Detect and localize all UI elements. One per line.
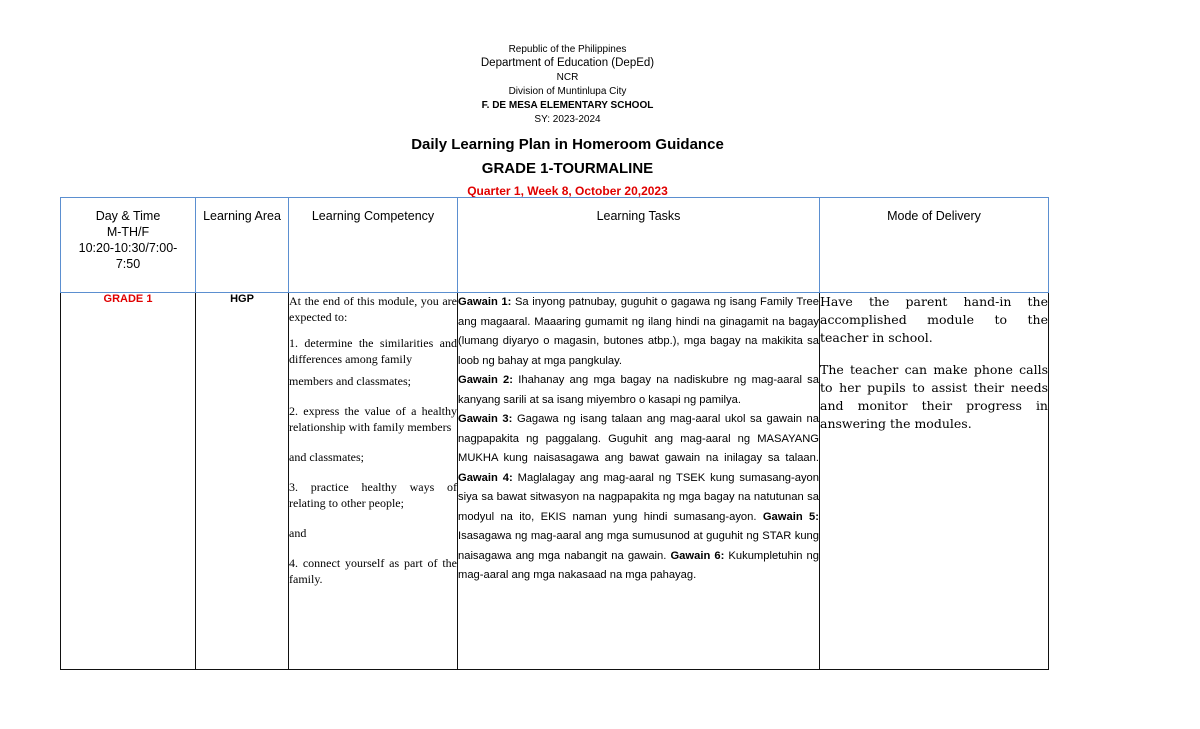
task-label: Gawain 2: (458, 374, 513, 386)
competency-item-1: 1. determine the similarities and differences among family (289, 336, 457, 366)
document-title: Daily Learning Plan in Homeroom Guidance (411, 136, 724, 153)
competency-item-4: 4. connect yourself as part of the family. (289, 556, 457, 586)
header-day-time (61, 198, 196, 293)
mode-teacher-calls: The teacher can make phone calls to her pupils to assist their needs and monitor their progress in answering the modules. (820, 362, 1048, 431)
header-learning-area: Learning Area (196, 198, 289, 293)
task-label: Gawain 4: (458, 471, 513, 484)
competency-item-3: 3. practice healthy ways of relating to other people; (289, 480, 457, 510)
table-header-row (61, 198, 1049, 293)
competency-cell (289, 293, 458, 670)
competency-item-2-cont: and classmates; (289, 450, 364, 464)
task-text: Isasagawa ng mag-aaral ang mga sumusunod at guguhit ng STAR kung naisagawa ang mga nabangit na gawain. (458, 530, 819, 562)
task-text: Ihahanay ang mga bagay na nadiskubre ng mag-aaral sa kanyang sarili at sa isang miyembro o kasapi ng pamilya. (458, 374, 819, 406)
competency-item-3-cont: and (289, 526, 307, 540)
task-text: Kukumpletuhin ng mag-aaral ang mga nakasaad na mga pahayag. (458, 549, 819, 581)
task-text: Sa inyong patnubay, guguhit o gagawa ng isang Family Tree ang magaaral. Maaaring gumamit ng ilang hindi na ginagamit na bagay (lumang diyaryo o magasin, butones atbp.), mga bagay na makikita sa loob ng bahay at mga pangkulay. (458, 296, 819, 367)
table-row (61, 293, 1049, 670)
task-label: Gawain 6: (670, 549, 725, 562)
learning-plan-table (60, 197, 1049, 670)
task-gawain-1 (458, 293, 819, 371)
header-region: NCR (556, 72, 579, 83)
task-label: Gawain 3: (458, 413, 513, 425)
grade-cell: GRADE 1 (61, 293, 196, 670)
task-text: Maglalagay ang mag-aaral ng TSEK kung sumasang-ayon siya sa bawat sitwasyon na nagpapakita ng mga bagay na natutunan sa modyul na ito, EKIS naman yung hindi sumasang-ayon. (458, 471, 819, 523)
day-time-label: Day & Time (95, 209, 161, 223)
task-text: Gagawa ng isang talaan ang mag-aaral ukol sa gawain na nagpapakita ng paggalang. Guguhit ang mag-aaral ng MASAYANG MUKHA kung naisasagawa ang bawat gawain na inilagay sa talaan. (458, 413, 819, 464)
header-school: F. DE MESA ELEMENTARY SCHOOL (481, 100, 654, 111)
header-mode-of-delivery: Mode of Delivery (820, 198, 1049, 293)
competency-item-1-cont: members and classmates; (289, 374, 411, 388)
header-division: Division of Muntinlupa City (508, 86, 627, 97)
header-school-year: SY: 2023-2024 (534, 114, 601, 125)
tasks-cell (458, 293, 820, 670)
day-time-days: M-TH/F (106, 225, 150, 239)
day-time-hours: 10:20-10:30/7:00- (78, 241, 178, 255)
learning-area-cell: HGP (196, 293, 289, 670)
task-gawain-2 (458, 371, 819, 410)
task-label: Gawain 5: (762, 510, 819, 523)
mode-parent-handin: Have the parent hand-in the accomplished module to the teacher in school. (820, 294, 1048, 345)
competency-intro: At the end of this module, you are expected to: (289, 294, 457, 324)
header-learning-competency: Learning Competency (289, 198, 458, 293)
grade-section: GRADE 1-TOURMALINE (481, 160, 654, 177)
competency-item-2: 2. express the value of a healthy relationship with family members (289, 404, 457, 434)
header-country: Republic of the Philippines (508, 44, 627, 55)
quarter-week-date: Quarter 1, Week 8, October 20,2023 (467, 184, 668, 198)
mode-cell (820, 293, 1049, 670)
day-time-hours-end: 7:50 (115, 257, 141, 271)
header-department: Department of Education (DepEd) (480, 57, 655, 69)
task-label: Gawain 1: (458, 296, 512, 308)
header-learning-tasks: Learning Tasks (458, 198, 820, 293)
task-gawain-3-6 (458, 410, 819, 586)
